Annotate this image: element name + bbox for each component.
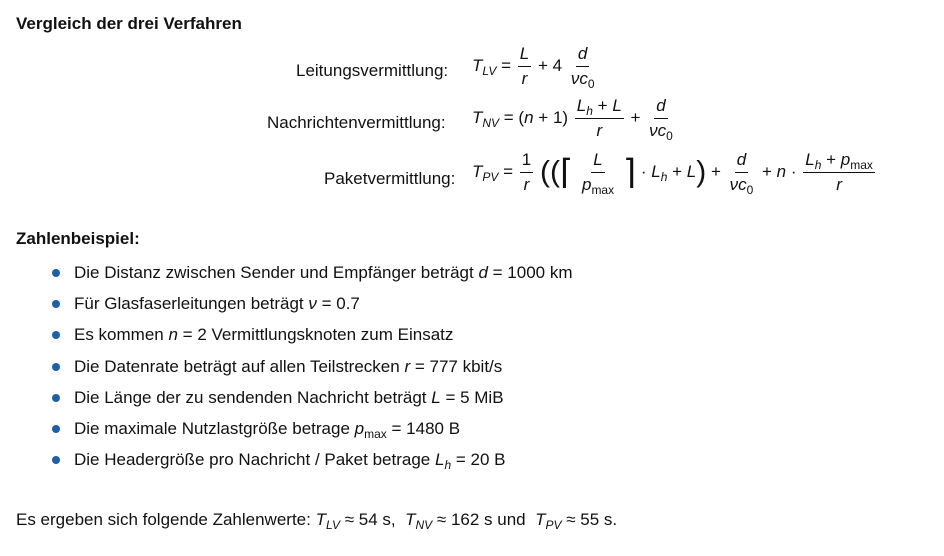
parameter-list — [52, 261, 573, 479]
equation-label-pv: Paketvermittlung: — [324, 169, 456, 188]
equation-label-nv: Nachrichtenvermittlung: — [267, 113, 446, 132]
list-item: Es kommen n = 2 Vermittlungsknoten zum Einsatz — [52, 323, 573, 354]
list-item: Die Datenrate beträgt auf allen Teilstrecken r = 777 kbit/s — [52, 355, 573, 386]
list-item: Die maximale Nutzlastgröße betrage $p_{max} = 1480$ B — [52, 417, 573, 448]
result-line: Es ergeben sich folgende Zahlenwerte: $T_{LV} \approx 54$ s, $T_{NV} \approx 162$ s und $T_{PV} \approx 55$ s. — [16, 510, 618, 532]
bullet-icon — [52, 456, 60, 464]
bullet-icon — [52, 331, 60, 339]
equation-nv: $T_{NV} = (n + 1)$ $\frac{L_h + L}{r}$ + $\frac{d}{\nu c_0}$ — [472, 96, 673, 143]
list-item: Die Headergröße pro Nachricht / Paket betrage $L_h = 20$ B — [52, 448, 573, 479]
bullet-icon — [52, 300, 60, 308]
equation-lv: $T_{LV}$ = $\frac{L}{r}$ + 4 $\frac{d}{\nu c_0}$ — [472, 44, 595, 91]
example-heading: Zahlenbeispiel: — [16, 229, 140, 248]
equation-pv: $T_{PV}$ = $\frac{1}{r}$ ((⌈ $\frac{L}{p_{max}}$ ⌉ · $L_h + L$) + $\frac{d}{\nu c_0}$ + n · $\frac{L_h + p_{max}}{r}$ — [472, 150, 873, 197]
bullet-icon — [52, 363, 60, 371]
section-heading: Vergleich der drei Verfahren — [16, 14, 242, 33]
equation-label-lv: Leitungsvermittlung: — [296, 61, 449, 80]
bullet-icon — [52, 425, 60, 433]
bullet-icon — [52, 269, 60, 277]
list-item: Die Länge der zu sendenden Nachricht beträgt L = 5 MiB — [52, 386, 573, 417]
list-item: Für Glasfaserleitungen beträgt ν = 0.7 — [52, 292, 573, 323]
bullet-icon — [52, 394, 60, 402]
list-item: Die Distanz zwischen Sender und Empfänger beträgt d = 1000 km — [52, 261, 573, 292]
